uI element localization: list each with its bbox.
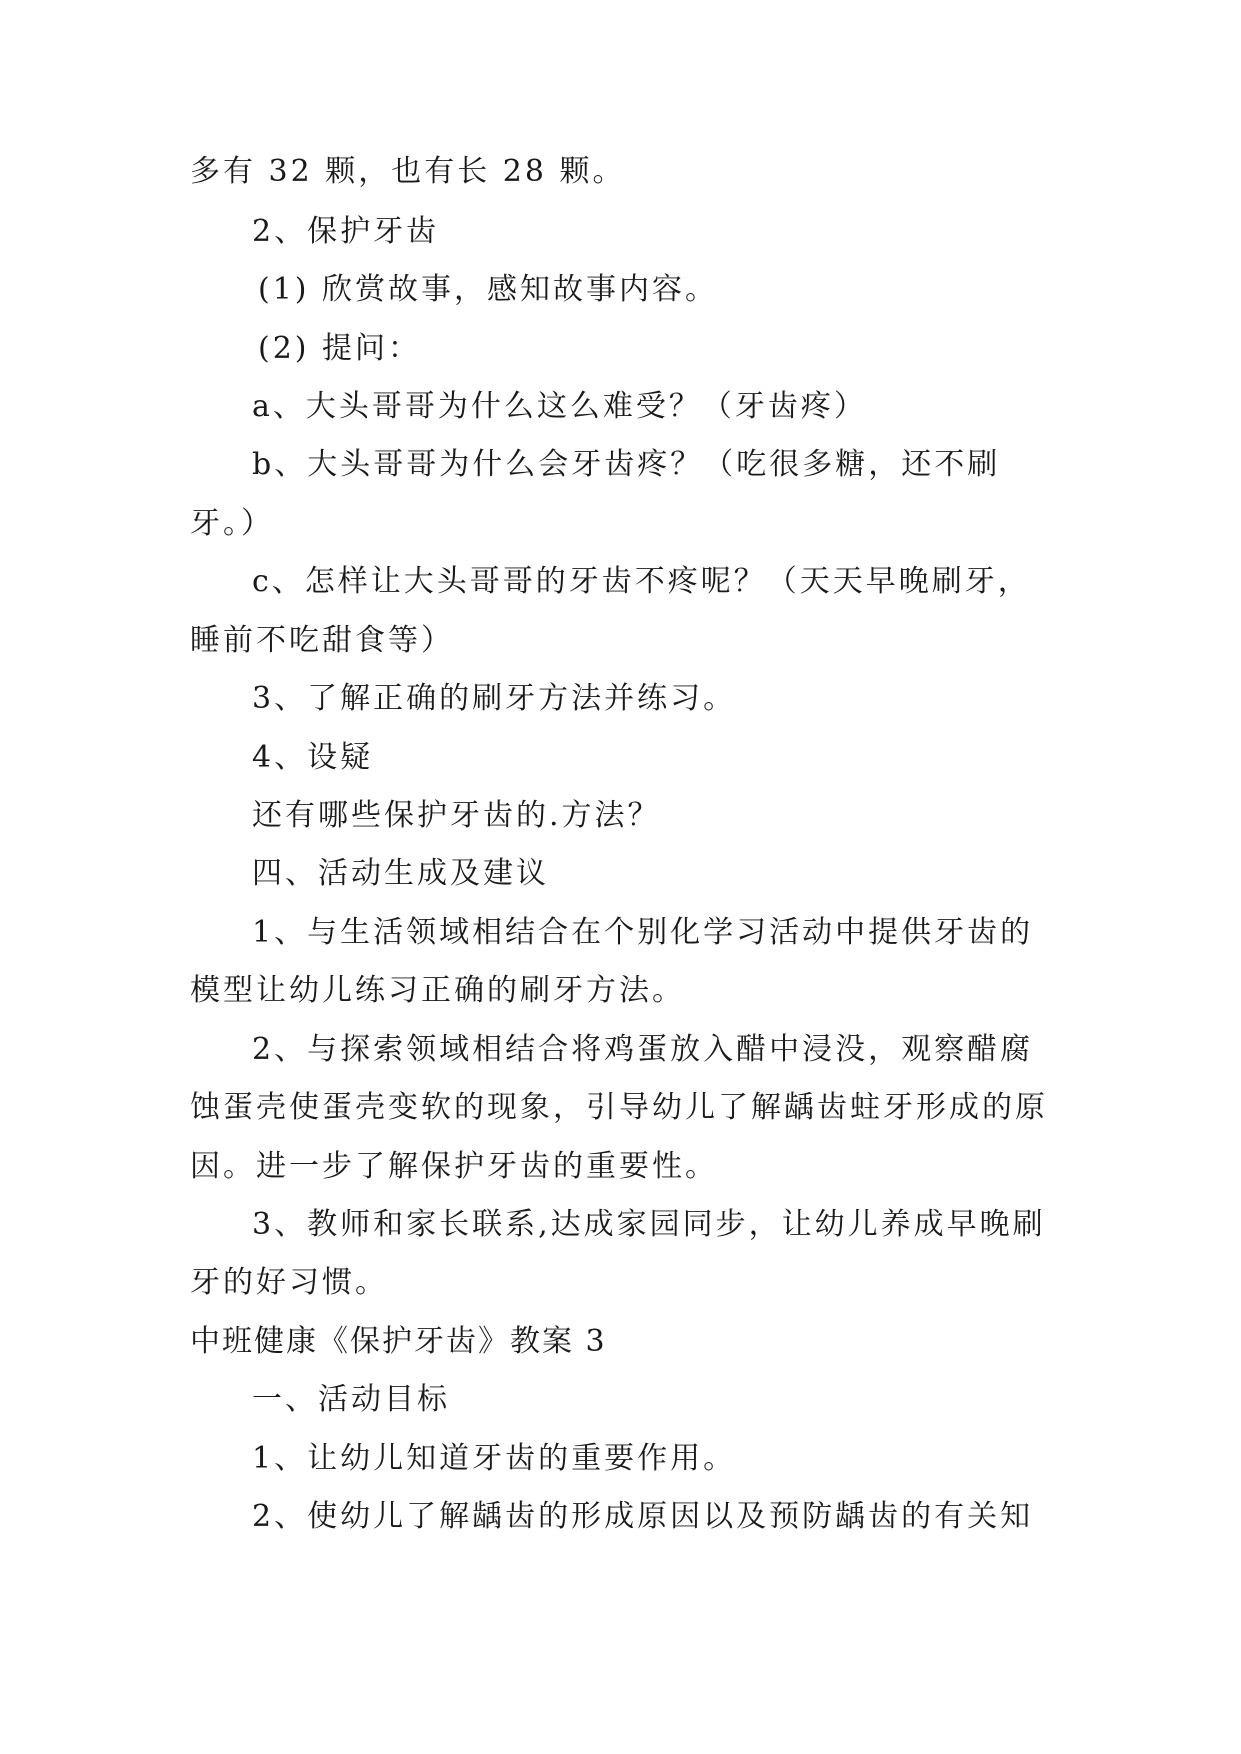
text-line: 睡前不吃甜食等） xyxy=(190,623,454,658)
section-heading: 2、保护牙齿 xyxy=(252,214,440,249)
question-line: a、大头哥哥为什么这么难受？（牙齿疼） xyxy=(252,389,867,424)
text-line: 多有 32 颗，也有长 28 颗。 xyxy=(190,154,626,189)
text-line: 因。进一步了解保护牙齿的重要性。 xyxy=(190,1149,718,1184)
text-line: 2、使幼儿了解龋齿的形成原因以及预防龋齿的有关知 xyxy=(252,1499,1034,1534)
text-line: (2) 提问： xyxy=(258,331,422,366)
question-line: b、大头哥哥为什么会牙齿疼？（吃很多糖，还不刷 xyxy=(252,447,1001,482)
text-line: 牙的好习惯。 xyxy=(190,1265,388,1300)
text-line: 牙。） xyxy=(190,506,274,541)
text-line: 3、了解正确的刷牙方法并练习。 xyxy=(252,681,737,716)
section-heading: 4、设疑 xyxy=(252,740,374,775)
text-line: 1、让幼儿知道牙齿的重要作用。 xyxy=(252,1441,737,1476)
text-line: (1) 欣赏故事，感知故事内容。 xyxy=(258,272,719,307)
text-line: 3、教师和家长联系,达成家园同步，让幼儿养成早晚刷 xyxy=(252,1207,1046,1242)
text-line: 蚀蛋壳使蛋壳变软的现象，引导幼儿了解龋齿蛀牙形成的原 xyxy=(190,1090,1048,1125)
text-line: 1、与生活领域相结合在个别化学习活动中提供牙齿的 xyxy=(252,915,1034,950)
text-line: 还有哪些保护牙齿的.方法？ xyxy=(252,798,661,833)
section-heading: 一、活动目标 xyxy=(252,1382,450,1417)
text-line: 2、与探索领域相结合将鸡蛋放入醋中浸没，观察醋腐 xyxy=(252,1032,1034,1067)
text-line: 模型让幼儿练习正确的刷牙方法。 xyxy=(190,973,685,1008)
document-title: 中班健康《保护牙齿》教案 3 xyxy=(190,1324,607,1359)
section-heading: 四、活动生成及建议 xyxy=(252,856,549,891)
question-line: c、怎样让大头哥哥的牙齿不疼呢？（天天早晚刷牙， xyxy=(252,564,1031,599)
